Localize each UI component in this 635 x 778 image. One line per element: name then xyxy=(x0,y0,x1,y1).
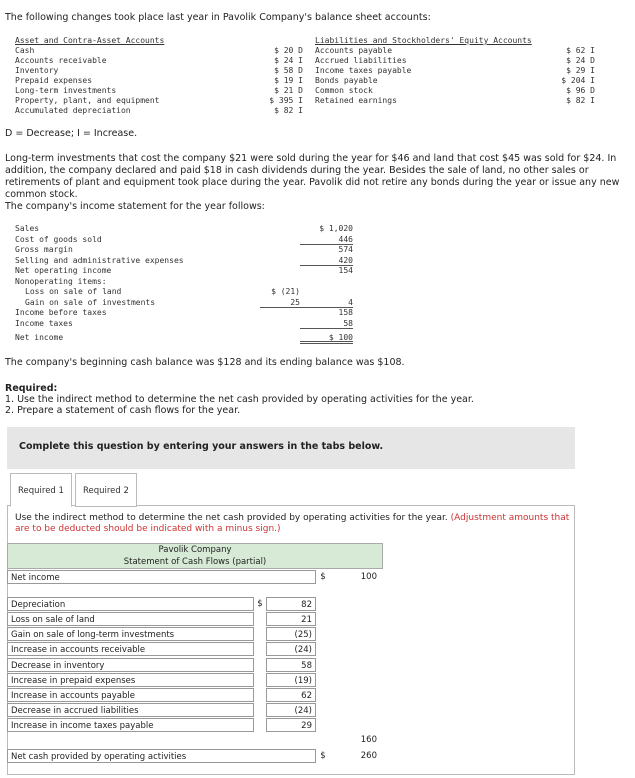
dollar-sign: $ xyxy=(320,571,326,582)
left-change: $ 395 I xyxy=(269,96,303,105)
income-amount: $ 1,020 xyxy=(319,224,353,233)
left-account: Inventory xyxy=(15,66,59,75)
income-label: Income before taxes xyxy=(15,308,107,317)
company-name: Pavolik Company xyxy=(158,545,232,555)
adjustment-row xyxy=(7,642,383,657)
left-change: $ 21 D xyxy=(274,86,303,95)
balance-row xyxy=(15,106,605,116)
net-income-input[interactable]: 100 xyxy=(360,571,377,582)
right-change xyxy=(543,106,595,116)
instruction-banner: Complete this question by entering your answers in the tabs below. xyxy=(7,427,575,469)
adjustment-row xyxy=(7,657,383,672)
dollar-sign: $ xyxy=(320,750,326,761)
adjustment-row xyxy=(7,703,383,718)
cash-flow-worksheet xyxy=(7,543,383,763)
right-account: Common stock xyxy=(315,86,373,95)
income-row xyxy=(15,256,365,267)
adjustment-input[interactable]: (24) xyxy=(266,642,316,656)
income-row xyxy=(15,224,365,235)
income-sub-amount xyxy=(260,245,300,256)
left-account: Long-term investments xyxy=(15,86,117,95)
income-amount: 446 xyxy=(300,235,353,246)
income-sub-amount xyxy=(260,235,300,246)
adjustment-input[interactable]: (24) xyxy=(266,703,316,717)
income-amount: 420 xyxy=(300,256,353,267)
tab-required-1[interactable]: Required 1 xyxy=(10,473,72,507)
left-change: $ 82 I xyxy=(274,106,303,115)
income-label: Gross margin xyxy=(15,245,73,254)
balance-row xyxy=(15,46,605,56)
income-sub-amount xyxy=(260,308,300,319)
right-header: Liabilities and Stockholders' Equity Accounts xyxy=(315,36,532,45)
adjustment-total[interactable]: 160 xyxy=(360,735,377,746)
adjustment-label[interactable]: Decrease in accrued liabilities xyxy=(7,703,254,717)
left-change: $ 24 I xyxy=(274,56,303,65)
balance-row xyxy=(15,66,605,76)
net-cash-input[interactable]: 260 xyxy=(360,750,377,761)
adjustment-label[interactable]: Loss on sale of land xyxy=(7,612,254,626)
income-amount: $ 100 xyxy=(300,333,353,344)
income-amount: 574 xyxy=(338,245,353,254)
net-cash-row xyxy=(7,748,383,763)
income-label: Gain on sale of investments xyxy=(25,297,156,307)
intro-text: The following changes took place last year in Pavolik Company's balance sheet accounts: xyxy=(5,12,431,23)
income-sub-amount xyxy=(260,224,300,235)
income-sub-amount xyxy=(260,333,300,344)
income-label: Selling and administrative expenses xyxy=(15,255,184,265)
adjustment-row xyxy=(7,718,383,733)
cash-balance-text: The company's beginning cash balance was $128 and its ending balance was $108. xyxy=(5,357,405,368)
paragraph-2: The company's income statement for the year follows: xyxy=(5,201,265,212)
net-income-label: Net income xyxy=(7,570,316,584)
adjustment-input[interactable]: 29 xyxy=(266,718,316,732)
left-change: $ 20 D xyxy=(274,46,303,55)
income-row xyxy=(15,333,365,344)
income-sub-amount xyxy=(260,319,300,330)
tab-instruction xyxy=(15,513,575,534)
adjustment-input[interactable]: 58 xyxy=(266,658,316,672)
right-account xyxy=(303,106,543,116)
income-label: Net income xyxy=(15,333,64,342)
legend-text: D = Decrease; I = Increase. xyxy=(5,128,138,139)
adjustment-row xyxy=(7,627,383,642)
adjustment-label[interactable]: Increase in income taxes payable xyxy=(7,718,254,732)
left-change: $ 19 I xyxy=(274,76,303,85)
adjustment-row xyxy=(7,672,383,687)
income-sub-amount xyxy=(260,256,300,267)
right-change: $ 29 I xyxy=(566,66,595,75)
income-sub-amount: 25 xyxy=(260,298,300,309)
left-account: Accounts receivable xyxy=(15,56,107,65)
adjustment-row xyxy=(7,687,383,702)
adjustment-label[interactable]: Decrease in inventory xyxy=(7,658,254,672)
required-2: 2. Prepare a statement of cash flows for the year. xyxy=(5,405,241,416)
adjustment-label[interactable]: Depreciation xyxy=(7,597,254,611)
instruction-text: Use the indirect method to determine the net cash provided by operating activities for the year. xyxy=(15,513,448,523)
left-header: Asset and Contra-Asset Accounts xyxy=(15,36,165,45)
income-amount xyxy=(300,287,353,298)
income-label: Sales xyxy=(15,224,40,233)
income-label: Loss on sale of land xyxy=(25,287,122,296)
income-amount: 154 xyxy=(338,266,353,275)
income-amount: 158 xyxy=(338,308,353,317)
adjustment-label[interactable]: Increase in accounts payable xyxy=(7,688,254,702)
statement-name: Statement of Cash Flows (partial) xyxy=(123,557,267,567)
adjustment-row xyxy=(7,611,383,626)
income-row xyxy=(15,287,365,298)
right-account: Bonds payable xyxy=(315,76,378,85)
right-account: Income taxes payable xyxy=(315,66,412,75)
left-account: Property, plant, and equipment xyxy=(15,96,160,105)
income-sub-amount: $ (21) xyxy=(271,287,300,296)
left-account: Cash xyxy=(15,46,35,55)
income-sub-amount xyxy=(260,277,300,288)
net-income-row xyxy=(7,569,383,584)
instruction-note: (Adjustment amounts that are to be deducted should be indicated with a minus sign.) xyxy=(15,513,570,534)
dollar-sign: $ xyxy=(257,598,263,609)
income-row xyxy=(15,277,365,288)
right-change: $ 204 I xyxy=(561,76,595,85)
adjustment-input[interactable]: (25) xyxy=(266,627,316,641)
balance-row xyxy=(15,56,605,66)
required-title: Required: xyxy=(5,383,58,394)
paragraph-1: Long-term investments that cost the company $21 were sold during the year for $46 and land that cost $45 was sold for $24. In addition, the company declared and paid $18 in cash dividends during the year. Besides the sale of land, no other sales or retirements of plant and equipment took place during the year. Pavolik did not retire any bonds during the year or issue any new common stock. xyxy=(5,153,620,200)
right-account: Accounts payable xyxy=(315,46,393,55)
left-account: Accumulated depreciation xyxy=(15,106,131,115)
left-change: $ 58 D xyxy=(274,66,303,75)
right-change: $ 24 D xyxy=(566,56,595,65)
balance-row xyxy=(15,86,605,96)
worksheet-header xyxy=(7,543,383,569)
income-row xyxy=(15,266,365,277)
income-row xyxy=(15,308,365,319)
income-label: Income taxes xyxy=(15,318,73,328)
right-account: Accrued liabilities xyxy=(315,56,407,65)
right-change: $ 82 I xyxy=(566,96,595,105)
right-change: $ 96 D xyxy=(566,86,595,95)
income-sub-amount xyxy=(260,266,300,277)
left-account: Prepaid expenses xyxy=(15,76,93,85)
income-label: Nonoperating items: xyxy=(15,276,107,286)
tab-required-2[interactable]: Required 2 xyxy=(75,473,137,507)
right-account: Retained earnings xyxy=(315,96,397,105)
income-statement xyxy=(15,224,365,344)
balance-changes-table xyxy=(15,36,605,116)
income-row xyxy=(15,298,365,309)
income-label: Net operating income xyxy=(15,266,112,275)
required-1: 1. Use the indirect method to determine the net cash provided by operating activities for the year. xyxy=(5,394,474,405)
adjustment-input[interactable]: 62 xyxy=(266,688,316,702)
adjustment-label[interactable]: Increase in prepaid expenses xyxy=(7,673,254,687)
adjustment-label[interactable]: Increase in accounts receivable xyxy=(7,642,254,656)
adjustment-total-row xyxy=(7,733,383,748)
adjustment-row xyxy=(7,596,383,611)
income-amount xyxy=(300,277,353,288)
income-row xyxy=(15,235,365,246)
adjustment-input[interactable]: (19) xyxy=(266,673,316,687)
right-change: $ 62 I xyxy=(566,46,595,55)
income-amount: 4 xyxy=(300,298,353,309)
balance-row xyxy=(15,96,605,106)
income-row xyxy=(15,319,365,330)
adjustment-input[interactable]: 82 xyxy=(266,597,316,611)
balance-row xyxy=(15,76,605,86)
income-label: Cost of goods sold xyxy=(15,234,102,244)
net-cash-label: Net cash provided by operating activities xyxy=(7,749,316,763)
adjustment-label[interactable]: Gain on sale of long-term investments xyxy=(7,627,254,641)
income-row xyxy=(15,245,365,256)
tab-bar xyxy=(10,473,140,507)
income-amount: 58 xyxy=(300,319,353,330)
adjustment-input[interactable]: 21 xyxy=(266,612,316,626)
